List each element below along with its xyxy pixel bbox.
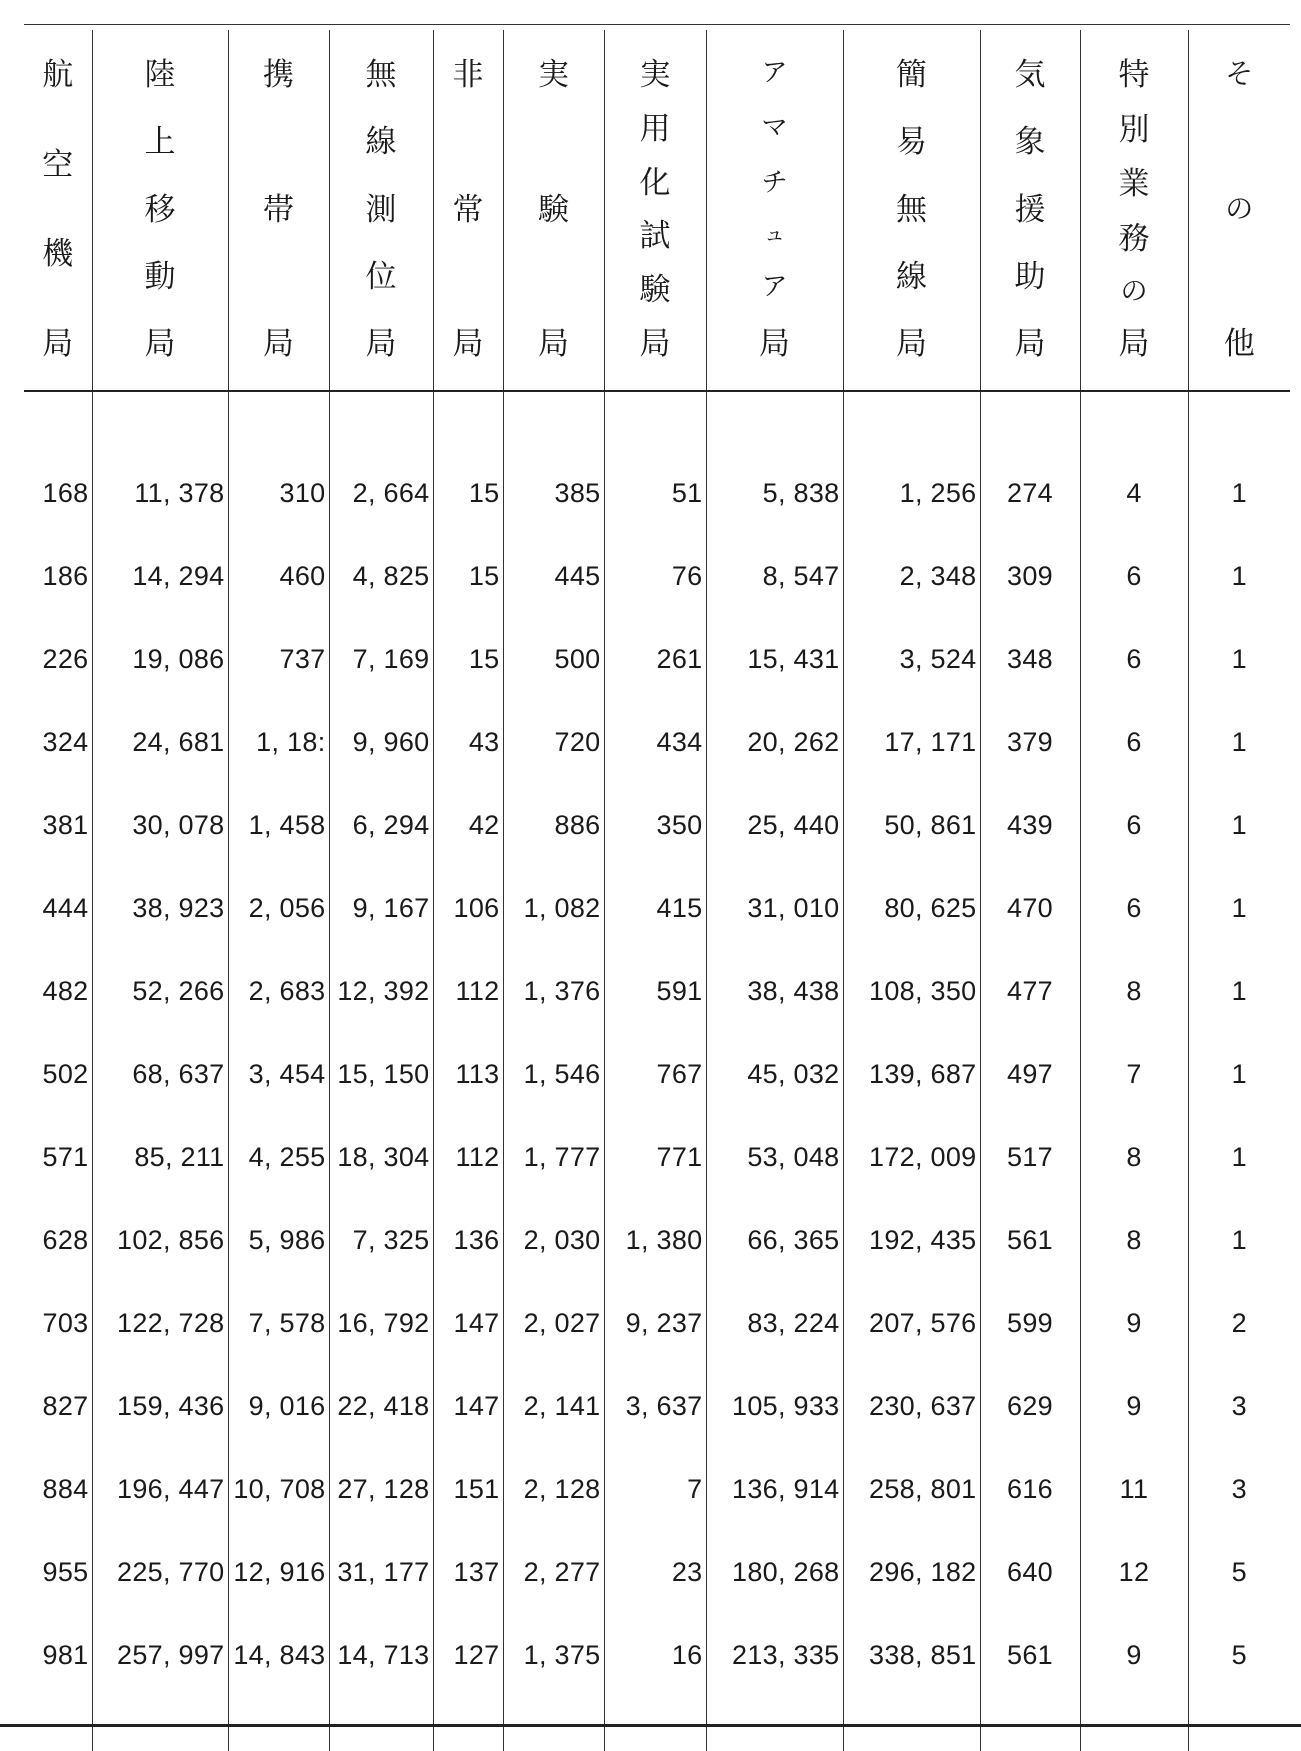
table-cell-experimental: 500 (503, 618, 604, 701)
table-cell-simple-radio: 172, 009 (843, 1116, 980, 1199)
table-cell-simple-radio: 192, 435 (843, 1199, 980, 1282)
table-cell-meteorological-aid: 348 (980, 618, 1080, 701)
table-cell-meteorological-aid: 439 (980, 784, 1080, 867)
header-char: 陸 (144, 57, 176, 93)
table-cell-amateur: 53, 048 (706, 1116, 843, 1199)
table-cell-land-mobile: 52, 266 (92, 950, 228, 1033)
table-cell-radio-navigation: 27, 128 (329, 1448, 433, 1531)
header-char: 局 (263, 326, 294, 362)
header-char: 務 (1118, 220, 1150, 257)
table-cell-emergency: 106 (433, 867, 503, 950)
table-cell-special-service: 8 (1080, 950, 1188, 1033)
header-radio-navigation (329, 30, 433, 391)
table-cell-land-mobile: 257, 997 (92, 1614, 228, 1697)
table-row (24, 391, 1290, 535)
table-cell-portable: 4, 255 (228, 1116, 329, 1199)
table-cell-aviation: 168 (24, 391, 92, 535)
table-cell-emergency: 112 (433, 950, 503, 1033)
table-cell-land-mobile: 85, 211 (92, 1116, 228, 1199)
table-cell-amateur: 15, 431 (706, 618, 843, 701)
table-cell-other: 3 (1231, 1391, 1247, 1421)
table-cell-other: 1 (1231, 810, 1247, 840)
table-cell-special-service: 7 (1080, 1033, 1188, 1116)
header-char: マ (761, 112, 788, 143)
header-char: 試 (639, 218, 671, 255)
table-row (24, 535, 1290, 618)
table-row (24, 1199, 1290, 1282)
header-char: 帯 (263, 191, 294, 228)
header-char: 測 (365, 191, 397, 228)
table-cell-experimental: 2, 128 (503, 1448, 604, 1531)
table-cell-other: 1 (1231, 976, 1247, 1006)
table-cell-land-mobile: 122, 728 (92, 1282, 228, 1365)
table-cell-emergency: 151 (433, 1448, 503, 1531)
table-cell-aviation: 703 (24, 1282, 92, 1365)
header-char: 業 (1118, 166, 1150, 203)
header-char: チ (761, 167, 788, 198)
header-char: 易 (896, 124, 927, 161)
radio-station-table (24, 30, 1290, 1751)
header-char: 用 (639, 110, 671, 147)
table-cell-emergency: 15 (433, 535, 503, 618)
table-cell-meteorological-aid: 599 (980, 1282, 1080, 1365)
table-cell-practical-test: 1, 380 (604, 1199, 706, 1282)
header-practical-test (604, 30, 706, 391)
table-cell-other: 1 (1231, 893, 1247, 923)
table-cell-simple-radio: 50, 861 (843, 784, 980, 867)
header-char: 空 (42, 146, 74, 183)
header-meteorological-aid (980, 30, 1080, 391)
table-cell-experimental: 2, 277 (503, 1531, 604, 1614)
table-cell-meteorological-aid: 640 (980, 1531, 1080, 1614)
table-cell-practical-test: 591 (604, 950, 706, 1033)
header-char: 局 (42, 325, 74, 362)
table-cell-radio-navigation: 9, 960 (329, 701, 433, 784)
table-cell-portable: 9, 016 (228, 1365, 329, 1448)
table-cell-other: 1 (1231, 561, 1247, 591)
table-row (24, 784, 1290, 867)
table-cell-simple-radio: 258, 801 (843, 1448, 980, 1531)
header-char: 験 (538, 191, 569, 228)
header-char: 線 (896, 258, 927, 295)
table-cell-practical-test: 76 (604, 535, 706, 618)
table-cell-amateur: 8, 547 (706, 535, 843, 618)
table-cell-special-service: 11 (1080, 1448, 1188, 1531)
table-cell-radio-navigation: 16, 792 (329, 1282, 433, 1365)
table-cell-portable: 2, 683 (228, 950, 329, 1033)
table-cell-practical-test: 7 (604, 1448, 706, 1531)
header-char: 実 (538, 57, 569, 93)
table-cell-aviation: 226 (24, 618, 92, 701)
table-cell-aviation: 955 (24, 1531, 92, 1614)
table-cell-special-service: 9 (1080, 1614, 1188, 1697)
table-cell-meteorological-aid: 274 (980, 391, 1080, 535)
header-portable (228, 30, 329, 391)
table-cell-special-service: 9 (1080, 1282, 1188, 1365)
header-char: 移 (144, 191, 176, 228)
table-row (24, 1531, 1290, 1614)
table-row (24, 1033, 1290, 1116)
header-char: ュ (764, 222, 785, 247)
table-cell-emergency: 15 (433, 391, 503, 535)
table-cell-practical-test: 415 (604, 867, 706, 950)
table-cell-meteorological-aid: 470 (980, 867, 1080, 950)
table-cell-practical-test: 350 (604, 784, 706, 867)
table-cell-land-mobile: 196, 447 (92, 1448, 228, 1531)
table-cell-aviation: 884 (24, 1448, 92, 1531)
header-char: 上 (144, 124, 176, 161)
table-cell-aviation: 381 (24, 784, 92, 867)
table-cell-experimental: 1, 777 (503, 1116, 604, 1199)
table-cell-amateur: 31, 010 (706, 867, 843, 950)
table-cell-experimental: 2, 030 (503, 1199, 604, 1282)
header-char: ア (761, 272, 788, 303)
header-char: 他 (1223, 326, 1255, 362)
table-cell-simple-radio: 108, 350 (843, 950, 980, 1033)
bottom-rule (0, 1724, 1301, 1727)
table-cell-special-service: 6 (1080, 867, 1188, 950)
table-cell-other: 3 (1231, 1474, 1247, 1504)
table-cell-other: 1 (1231, 1142, 1247, 1172)
table-cell-experimental: 1, 376 (503, 950, 604, 1033)
table-row (24, 950, 1290, 1033)
header-char: 助 (1014, 258, 1046, 295)
table-row (24, 1448, 1290, 1531)
table-cell-portable: 12, 916 (228, 1531, 329, 1614)
table-cell-other: 1 (1231, 727, 1247, 757)
table-cell-aviation: 186 (24, 535, 92, 618)
table-cell-portable: 10, 708 (228, 1448, 329, 1531)
table-cell-aviation: 827 (24, 1365, 92, 1448)
table-cell-amateur: 38, 438 (706, 950, 843, 1033)
table-cell-aviation: 571 (24, 1116, 92, 1199)
table-cell-portable: 14, 843 (228, 1614, 329, 1697)
header-char: 化 (639, 164, 671, 201)
table-cell-amateur: 83, 224 (706, 1282, 843, 1365)
table-cell-aviation: 628 (24, 1199, 92, 1282)
header-char: 航 (42, 57, 74, 93)
table-cell-simple-radio: 80, 625 (843, 867, 980, 950)
header-land-mobile (92, 30, 228, 391)
table-cell-emergency: 112 (433, 1116, 503, 1199)
table-cell-portable: 2, 056 (228, 867, 329, 950)
table-cell-special-service: 6 (1080, 535, 1188, 618)
table-cell-portable: 1, 458 (228, 784, 329, 867)
table-cell-emergency: 42 (433, 784, 503, 867)
table-cell-other: 1 (1231, 644, 1247, 674)
header-simple-radio (843, 30, 980, 391)
table-cell-experimental: 2, 027 (503, 1282, 604, 1365)
table-cell-portable: 737 (228, 618, 329, 701)
table-cell-practical-test: 16 (604, 1614, 706, 1697)
header-char: 局 (144, 326, 176, 362)
table-cell-emergency: 147 (433, 1282, 503, 1365)
table-cell-radio-navigation: 7, 169 (329, 618, 433, 701)
table-cell-simple-radio: 296, 182 (843, 1531, 980, 1614)
table-cell-aviation: 324 (24, 701, 92, 784)
table-cell-meteorological-aid: 629 (980, 1365, 1080, 1448)
table-cell-meteorological-aid: 517 (980, 1116, 1080, 1199)
table-cell-land-mobile: 30, 078 (92, 784, 228, 867)
header-char: 無 (365, 57, 397, 93)
table-cell-meteorological-aid: 477 (980, 950, 1080, 1033)
table-cell-simple-radio: 17, 171 (843, 701, 980, 784)
table-cell-portable: 1, 18: (228, 701, 329, 784)
header-char: 位 (365, 258, 397, 295)
header-char: 簡 (896, 57, 927, 93)
table-cell-emergency: 137 (433, 1531, 503, 1614)
table-cell-practical-test: 434 (604, 701, 706, 784)
table-cell-radio-navigation: 31, 177 (329, 1531, 433, 1614)
header-char: 無 (896, 191, 927, 228)
table-row (24, 1614, 1290, 1697)
table-cell-emergency: 127 (433, 1614, 503, 1697)
table-cell-other: 1 (1231, 1225, 1247, 1255)
header-aviation (24, 30, 92, 391)
table-cell-experimental: 1, 082 (503, 867, 604, 950)
table-cell-practical-test: 51 (604, 391, 706, 535)
table-cell-radio-navigation: 12, 392 (329, 950, 433, 1033)
table-cell-meteorological-aid: 616 (980, 1448, 1080, 1531)
table-cell-emergency: 113 (433, 1033, 503, 1116)
table-cell-experimental: 720 (503, 701, 604, 784)
table-row (24, 867, 1290, 950)
header-char: 局 (452, 326, 484, 362)
table-cell-simple-radio: 207, 576 (843, 1282, 980, 1365)
table-cell-experimental: 445 (503, 535, 604, 618)
table-cell-simple-radio: 338, 851 (843, 1614, 980, 1697)
table-cell-other: 1 (1231, 478, 1247, 508)
header-char: 局 (896, 326, 927, 362)
table-cell-practical-test: 771 (604, 1116, 706, 1199)
header-char: の (1225, 191, 1254, 225)
table-cell-amateur: 20, 262 (706, 701, 843, 784)
header-char: ア (761, 58, 788, 88)
table-cell-aviation: 444 (24, 867, 92, 950)
table-cell-portable: 310 (228, 391, 329, 535)
table-cell-meteorological-aid: 379 (980, 701, 1080, 784)
table-row (24, 701, 1290, 784)
table-cell-land-mobile: 24, 681 (92, 701, 228, 784)
table-row (24, 618, 1290, 701)
header-char: 線 (365, 124, 397, 161)
table-cell-portable: 3, 454 (228, 1033, 329, 1116)
header-char: 携 (263, 57, 294, 93)
table-cell-practical-test: 767 (604, 1033, 706, 1116)
table-cell-meteorological-aid: 309 (980, 535, 1080, 618)
table-cell-special-service: 6 (1080, 701, 1188, 784)
table-cell-practical-test: 3, 637 (604, 1365, 706, 1448)
table-cell-amateur: 180, 268 (706, 1531, 843, 1614)
table-cell-portable: 7, 578 (228, 1282, 329, 1365)
table-cell-aviation: 502 (24, 1033, 92, 1116)
table-cell-radio-navigation: 18, 304 (329, 1116, 433, 1199)
top-rule (24, 24, 1290, 25)
table-cell-emergency: 15 (433, 618, 503, 701)
table-cell-radio-navigation: 9, 167 (329, 867, 433, 950)
header-char: の (1120, 276, 1148, 308)
table-cell-special-service: 6 (1080, 784, 1188, 867)
table-cell-radio-navigation: 2, 664 (329, 391, 433, 535)
table-cell-amateur: 5, 838 (706, 391, 843, 535)
table-cell-meteorological-aid: 561 (980, 1614, 1080, 1697)
table-cell-practical-test: 261 (604, 618, 706, 701)
table-cell-radio-navigation: 4, 825 (329, 535, 433, 618)
header-other (1188, 30, 1290, 391)
header-char: 験 (639, 272, 671, 309)
table-cell-emergency: 136 (433, 1199, 503, 1282)
table-cell-land-mobile: 14, 294 (92, 535, 228, 618)
header-char: 局 (759, 325, 790, 362)
table-cell-practical-test: 9, 237 (604, 1282, 706, 1365)
table-cell-radio-navigation: 22, 418 (329, 1365, 433, 1448)
table-cell-emergency: 147 (433, 1365, 503, 1448)
table-cell-simple-radio: 139, 687 (843, 1033, 980, 1116)
table-body (24, 391, 1290, 1751)
table-cell-amateur: 25, 440 (706, 784, 843, 867)
table-cell-meteorological-aid: 561 (980, 1199, 1080, 1282)
table-cell-amateur: 105, 933 (706, 1365, 843, 1448)
table-cell-land-mobile: 225, 770 (92, 1531, 228, 1614)
header-char: 局 (365, 326, 397, 362)
header-special-service (1080, 30, 1188, 391)
header-char: 援 (1014, 191, 1046, 228)
table-cell-land-mobile: 38, 923 (92, 867, 228, 950)
table-cell-amateur: 213, 335 (706, 1614, 843, 1697)
header-char: 象 (1014, 124, 1046, 161)
header-experimental (503, 30, 604, 391)
header-char: 気 (1014, 57, 1046, 93)
header-char: 機 (42, 236, 74, 273)
table-cell-amateur: 45, 032 (706, 1033, 843, 1116)
table-cell-amateur: 66, 365 (706, 1199, 843, 1282)
table-cell-special-service: 8 (1080, 1116, 1188, 1199)
table-cell-land-mobile: 19, 086 (92, 618, 228, 701)
table-row (24, 1365, 1290, 1448)
header-char: そ (1225, 57, 1254, 90)
table-cell-experimental: 1, 375 (503, 1614, 604, 1697)
table-row (24, 1116, 1290, 1199)
table-cell-other: 5 (1231, 1557, 1247, 1587)
header-char: 局 (1014, 326, 1046, 362)
header-amateur (706, 30, 843, 391)
table-cell-radio-navigation: 14, 713 (329, 1614, 433, 1697)
table-cell-simple-radio: 2, 348 (843, 535, 980, 618)
header-char: 常 (452, 191, 484, 228)
table-cell-land-mobile: 102, 856 (92, 1199, 228, 1282)
table-cell-meteorological-aid: 497 (980, 1033, 1080, 1116)
table-cell-simple-radio: 1, 256 (843, 391, 980, 535)
table-cell-radio-navigation: 7, 325 (329, 1199, 433, 1282)
header-emergency (433, 30, 503, 391)
table-cell-emergency: 43 (433, 701, 503, 784)
table-cell-portable: 5, 986 (228, 1199, 329, 1282)
header-char: 局 (1118, 325, 1150, 362)
table-cell-other: 2 (1231, 1308, 1247, 1338)
header-char: 動 (144, 258, 176, 295)
table-cell-land-mobile: 11, 378 (92, 391, 228, 535)
table-cell-special-service: 8 (1080, 1199, 1188, 1282)
table-cell-special-service: 12 (1080, 1531, 1188, 1614)
table-cell-experimental: 2, 141 (503, 1365, 604, 1448)
table-cell-experimental: 385 (503, 391, 604, 535)
table-cell-aviation: 981 (24, 1614, 92, 1697)
table-cell-simple-radio: 3, 524 (843, 618, 980, 701)
header-row (24, 30, 1290, 391)
table-cell-experimental: 886 (503, 784, 604, 867)
table-cell-special-service: 6 (1080, 618, 1188, 701)
header-char: 別 (1118, 111, 1150, 148)
table-cell-practical-test: 23 (604, 1531, 706, 1614)
header-char: 実 (639, 57, 671, 93)
table-cell-portable: 460 (228, 535, 329, 618)
table-cell-experimental: 1, 546 (503, 1033, 604, 1116)
table-cell-other: 5 (1231, 1640, 1247, 1670)
table-cell-land-mobile: 68, 637 (92, 1033, 228, 1116)
table-cell-land-mobile: 159, 436 (92, 1365, 228, 1448)
table-cell-radio-navigation: 15, 150 (329, 1033, 433, 1116)
table-cell-special-service: 4 (1080, 391, 1188, 535)
table-cell-aviation: 482 (24, 950, 92, 1033)
table-cell-simple-radio: 230, 637 (843, 1365, 980, 1448)
header-char: 特 (1118, 57, 1150, 93)
table-cell-other: 1 (1231, 1059, 1247, 1089)
header-char: 局 (639, 325, 671, 362)
table-cell-amateur: 136, 914 (706, 1448, 843, 1531)
table-cell-radio-navigation: 6, 294 (329, 784, 433, 867)
header-char: 局 (538, 326, 569, 362)
table-cell-special-service: 9 (1080, 1365, 1188, 1448)
header-char: 非 (452, 57, 484, 93)
table-row (24, 1282, 1290, 1365)
